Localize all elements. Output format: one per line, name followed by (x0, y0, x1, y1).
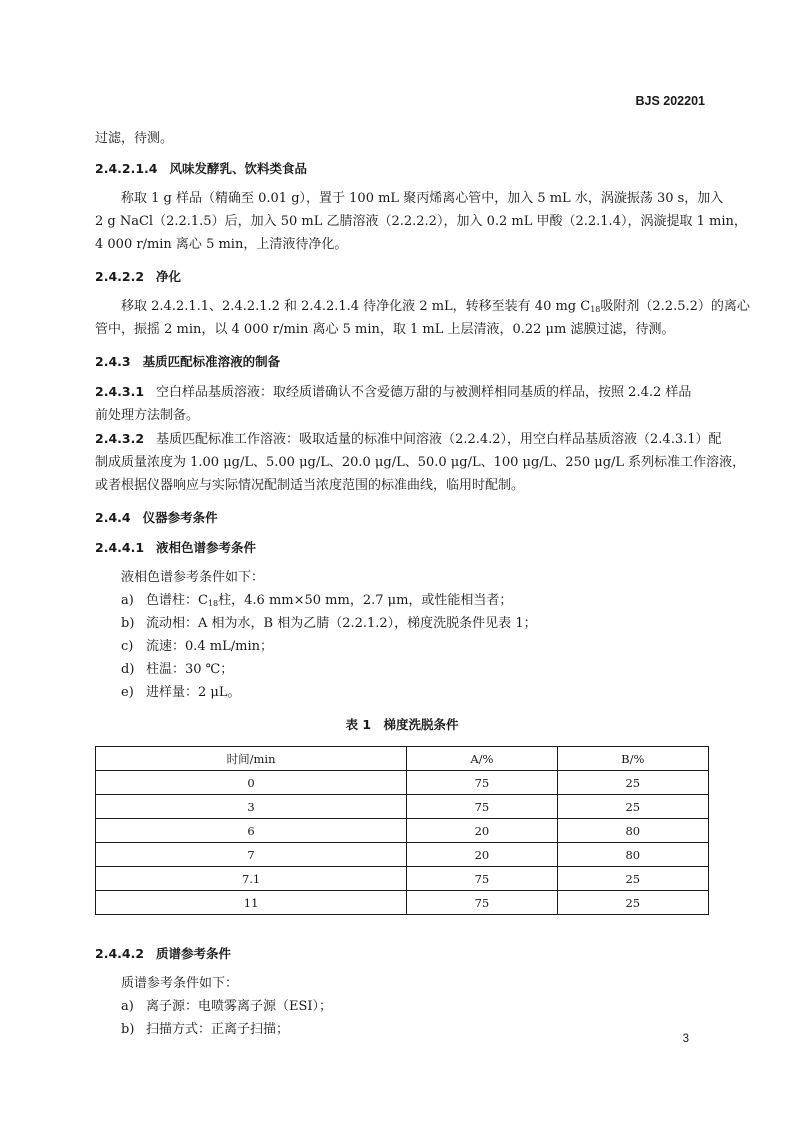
list-marker: a) (121, 593, 134, 608)
paragraph-text: 过滤，待测。 (95, 131, 174, 146)
list-marker: c) (121, 639, 134, 654)
list-intro: 液相色谱参考条件如下： (121, 570, 265, 585)
paragraph-line: 4 000 r/min 离心 5 min，上清液待净化。 (95, 237, 348, 252)
text-segment: 色谱柱：C (146, 593, 208, 608)
document-code: BJS 202201 (635, 94, 705, 108)
table-cell: 25 (557, 795, 708, 819)
table-header-row (96, 747, 709, 771)
list-item-text: 扫描方式：正离子扫描； (146, 1022, 290, 1037)
paragraph-line: 称取 1 g 样品（精确至 0.01 g），置于 100 mL 聚丙烯离心管中，加入 5 mL 水，涡漩振荡 30 s，加入 (121, 191, 724, 206)
subscript: 18 (207, 599, 219, 608)
gradient-table (95, 746, 709, 915)
section-heading-2-4-4-1 (95, 536, 709, 559)
table-cell: 3 (96, 795, 407, 819)
page-body (95, 127, 750, 1041)
paragraph-line: 或者根据仪器响应与实际情况配制适当浓度范围的标准曲线，临用时配制。 (95, 478, 525, 493)
section-heading-2-4-4 (95, 506, 709, 529)
column-header: B/% (557, 747, 708, 771)
list-item-text: 进样量：2 μL。 (146, 685, 241, 700)
list-item (95, 1018, 709, 1041)
section-number: 2.4.4.2 (95, 946, 145, 961)
subscript: 18 (590, 305, 601, 314)
section-title: 液相色谱参考条件 (156, 540, 257, 555)
column-header: 时间/min (96, 747, 407, 771)
paragraph-line: 前处理方法制备。 (95, 408, 200, 423)
text-segment: 柱，4.6 mm×50 mm，2.7 μm，或性能相当者； (218, 593, 513, 608)
list-marker: b) (121, 1022, 135, 1037)
paragraph-2-4-3-2 (95, 427, 746, 497)
table-cell: 25 (557, 891, 708, 915)
paragraph-line: 制成质量浓度为 1.00 μg/L、5.00 μg/L、20.0 μg/L、50.0 μg/L、100 μg/L、250 μg/L 系列标准工作溶液， (95, 455, 746, 470)
table-cell: 20 (407, 819, 557, 843)
table-cell: 80 (557, 843, 708, 867)
list-item-text: 流速：0.4 mL/min； (146, 639, 274, 654)
table-row (96, 795, 709, 819)
paragraph-line (95, 295, 750, 318)
page-number: 3 (682, 1033, 689, 1045)
table-cell: 0 (96, 771, 407, 795)
ms-conditions-list (95, 995, 709, 1041)
section-number: 2.4.4.1 (95, 540, 145, 555)
section-title: 净化 (156, 269, 182, 284)
section-heading-2-4-2-2 (95, 265, 709, 288)
section-title: 质谱参考条件 (156, 946, 232, 961)
table-cell: 11 (96, 891, 407, 915)
table-row (96, 771, 709, 795)
table-cell: 6 (96, 819, 407, 843)
text-segment: 空白样品基质溶液：取经质谱确认不含爱德万甜的与被测样相同基质的样品，按照 2.4.2 样品 (156, 385, 692, 400)
paragraph-line (95, 380, 709, 404)
paragraph-line: 管中，振摇 2 min，以 4 000 r/min 离心 5 min，取 1 mL 上层清液，0.22 μm 滤膜过滤，待测。 (95, 322, 675, 337)
list-item (95, 589, 709, 612)
table-cell: 75 (407, 771, 557, 795)
text-segment: 移取 2.4.2.1.1、2.4.2.1.2 和 2.4.2.1.4 待净化液 2 mL，转移至装有 40 mg C (121, 299, 591, 314)
paragraph-line: 2 g NaCl（2.2.1.5）后，加入 50 mL 乙腈溶液（2.2.2.2），加入 0.2 mL 甲酸（2.2.1.4），涡漩提取 1 min， (95, 214, 747, 229)
list-item (95, 658, 709, 681)
lc-conditions-list (95, 589, 709, 704)
list-item-text: 流动相：A 相为水，B 相为乙腈（2.2.1.2），梯度洗脱条件见表 1； (146, 616, 537, 631)
section-number: 2.4.3 (95, 354, 131, 369)
list-item (95, 612, 709, 635)
table-cell: 80 (557, 819, 708, 843)
table-row (96, 867, 709, 891)
column-header: A/% (407, 747, 557, 771)
table-row (96, 819, 709, 843)
section-number: 2.4.2.2 (95, 269, 145, 284)
table-cell: 75 (407, 867, 557, 891)
list-item (95, 635, 709, 658)
paragraph-purification (95, 295, 750, 341)
table-title: 表 1 梯度洗脱条件 (345, 717, 459, 732)
list-marker: e) (121, 685, 134, 700)
table-cell: 7.1 (96, 867, 407, 891)
text-segment: 基质匹配标准工作溶液：吸取适量的标准中间溶液（2.2.4.2），用空白样品基质溶液（2.4.3.1）配 (156, 432, 722, 447)
section-heading-2-4-3 (95, 350, 709, 373)
table-cell: 75 (407, 891, 557, 915)
section-number: 2.4.3.1 (95, 384, 145, 399)
list-item-text (146, 589, 512, 612)
list-marker: b) (121, 616, 135, 631)
section-title: 风味发酵乳、饮料类食品 (169, 161, 307, 176)
list-item (95, 681, 709, 704)
section-heading-2-4-4-2 (95, 942, 709, 965)
table-cell: 20 (407, 843, 557, 867)
list-item-text: 柱温：30 ℃； (146, 662, 234, 677)
paragraph-sample-prep (95, 187, 747, 256)
table-cell: 25 (557, 867, 708, 891)
section-title: 仪器参考条件 (142, 510, 218, 525)
text-segment: 吸附剂（2.2.5.2）的离心 (600, 299, 750, 314)
table-row (96, 843, 709, 867)
list-item (95, 995, 709, 1018)
section-heading-2-4-2-1-4 (95, 157, 709, 180)
section-number: 2.4.4 (95, 510, 131, 525)
table-row (96, 891, 709, 915)
table-cell: 25 (557, 771, 708, 795)
list-marker: a) (121, 999, 134, 1014)
section-number: 2.4.3.2 (95, 431, 145, 446)
list-item-text: 离子源：电喷雾离子源（ESI）； (146, 999, 333, 1014)
paragraph-2-4-3-1 (95, 380, 709, 427)
table-cell: 7 (96, 843, 407, 867)
section-number: 2.4.2.1.4 (95, 161, 158, 176)
list-intro: 质谱参考条件如下： (121, 976, 239, 991)
section-title: 基质匹配标准溶液的制备 (142, 354, 281, 369)
table-cell: 75 (407, 795, 557, 819)
list-marker: d) (121, 662, 135, 677)
paragraph-line (95, 427, 722, 451)
